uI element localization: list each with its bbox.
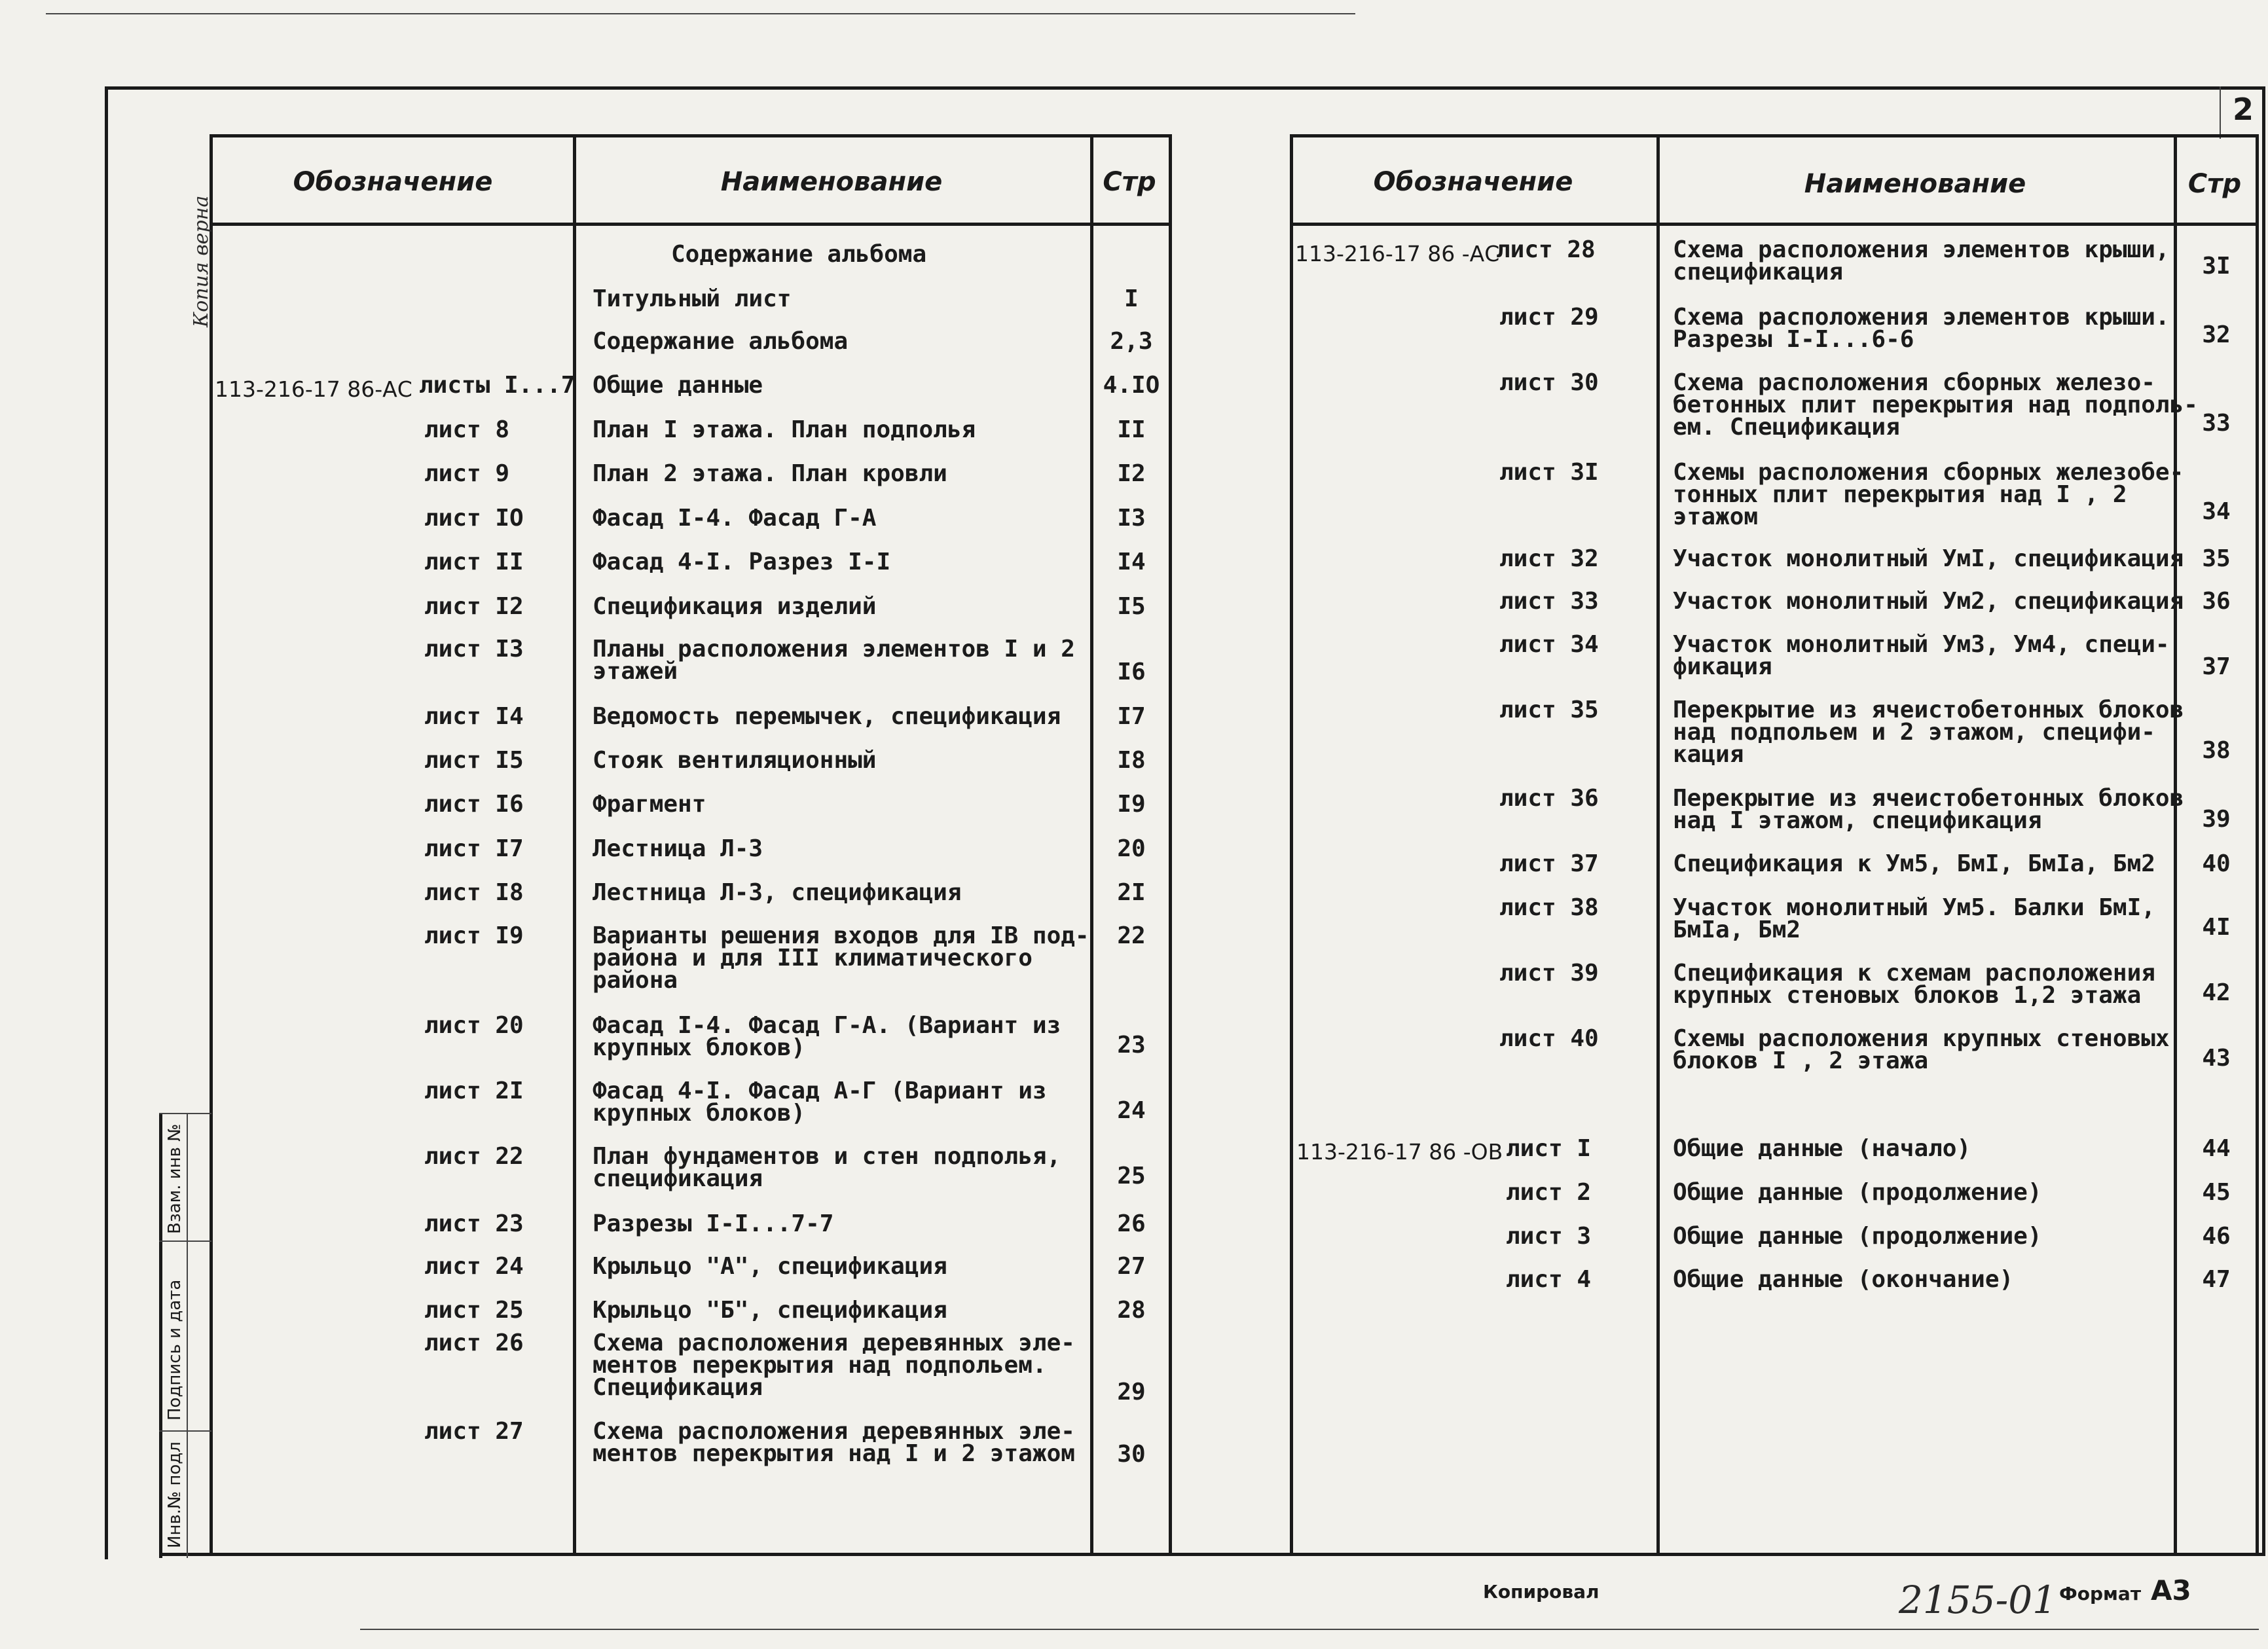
left-row-code: лист II xyxy=(424,549,524,575)
right-row-page: 47 xyxy=(2202,1266,2231,1293)
left-row-name: Крыльцо "Б", спецификация xyxy=(593,1297,947,1324)
left-row-code: лист 20 xyxy=(424,1012,524,1039)
left-row-name: Фасад I-4. Фасад Г-А xyxy=(593,505,877,532)
right-row-name: Участок монолитный УмI, спецификация xyxy=(1673,545,2184,572)
left-row-name: План фундаментов и стен подполья, спецификация xyxy=(593,1143,1061,1192)
right-row-page: 37 xyxy=(2202,653,2231,680)
left-header-designation: Обозначение xyxy=(293,167,493,197)
left-row-page: I7 xyxy=(1117,703,1146,730)
footer-format-value: А3 xyxy=(2151,1574,2191,1606)
left-row-name: Фрагмент xyxy=(593,791,706,818)
left-row-name: Лестница Л-3 xyxy=(593,835,763,862)
left-row-name: Общие данные xyxy=(593,372,763,399)
left-row-page: I8 xyxy=(1117,747,1146,774)
right-row-code: лист 30 xyxy=(1499,369,1599,396)
left-row-code: лист 2I xyxy=(424,1078,524,1104)
right-row-code: лист 38 xyxy=(1499,894,1599,921)
right-row-page: 44 xyxy=(2202,1135,2231,1162)
right-row-name: Общие данные (начало) xyxy=(1673,1135,1971,1162)
left-row-code: лист 8 xyxy=(424,416,510,443)
right-row-name: Схема расположения сборных железо- бетонных плит перекрытия над подполь- ем. Спецификация xyxy=(1673,369,2198,441)
right-row-name: Общие данные (продолжение) xyxy=(1673,1179,2042,1206)
left-row-page: 22 xyxy=(1117,922,1146,949)
right-row-page: 40 xyxy=(2202,850,2231,877)
footer-handwritten-number: 2155-01 xyxy=(1899,1578,2057,1622)
footer-copied-label: Копировал xyxy=(1483,1581,1600,1603)
right-row-page: 36 xyxy=(2202,588,2231,615)
left-row-name: Лестница Л-3, спецификация xyxy=(593,879,962,906)
right-row-page: 42 xyxy=(2202,979,2231,1006)
right-header-bottom-line xyxy=(1290,223,2259,226)
right-table-border-right xyxy=(2256,134,2259,1555)
frame-left-line xyxy=(105,86,108,1559)
right-header-page: Стр xyxy=(2187,169,2242,199)
left-row-name: Ведомость перемычек, спецификация xyxy=(593,703,1061,730)
left-row-page: 25 xyxy=(1117,1163,1146,1189)
left-row-code: листы I...7 xyxy=(419,372,576,399)
right-row-page: 34 xyxy=(2202,498,2231,525)
left-row-code: лист I7 xyxy=(424,835,524,862)
frame-top-line xyxy=(105,86,2265,90)
right-row-code: лист 39 xyxy=(1499,960,1599,987)
left-row-page: I6 xyxy=(1117,659,1146,685)
right-row-name: Схема расположения элементов крыши, спецификация xyxy=(1673,236,2170,285)
right-row-code: лист 36 xyxy=(1499,785,1599,812)
left-row-page: 4.IO xyxy=(1103,372,1160,399)
right-code-prefix-ov: 113-216-17 86 -ОВ xyxy=(1296,1139,1503,1165)
sheet-number: 2 xyxy=(2233,92,2254,127)
right-row-name: Схемы расположения сборных железобе- тонных плит перекрытия над I , 2 этажом xyxy=(1673,459,2184,530)
right-table-border-left xyxy=(1290,134,1293,1555)
left-row-code: лист I2 xyxy=(424,593,524,620)
stamp-sign-date: Подпись и дата xyxy=(165,1279,185,1421)
right-row-page: 45 xyxy=(2202,1179,2231,1206)
left-row-page: 2I xyxy=(1117,879,1146,906)
right-code-prefix-ac: 113-216-17 86 -АС xyxy=(1295,241,1500,266)
left-row-page: II xyxy=(1117,416,1146,443)
left-section-title: Содержание альбома xyxy=(671,241,927,268)
left-row-page: I4 xyxy=(1117,549,1146,575)
right-row-name: Спецификация к схемам расположения крупных стеновых блоков 1,2 этажа xyxy=(1673,960,2155,1009)
left-row-code: лист 24 xyxy=(424,1253,524,1280)
right-header-name: Наименование xyxy=(1804,169,2026,199)
right-row-name: Перекрытие из ячеистобетонных блоков над подпольем и 2 этажом, специфи- кация xyxy=(1673,697,2184,768)
right-row-page: 38 xyxy=(2202,737,2231,764)
stamp-line-2 xyxy=(159,1430,211,1432)
stamp-inv-orig: Инв.№ подл xyxy=(165,1441,185,1548)
right-row-code: лист 28 xyxy=(1496,236,1596,263)
left-col-divider-1 xyxy=(573,134,576,1555)
left-row-code: лист I5 xyxy=(424,747,524,774)
left-row-code: лист I6 xyxy=(424,791,524,818)
left-code-prefix: 113-216-17 86-АС xyxy=(215,376,412,402)
stamp-vzam-inv: Взам. инв № xyxy=(165,1123,185,1234)
right-row-page: 33 xyxy=(2202,410,2231,437)
left-row-name: Фасад 4-I. Фасад А-Г (Вариант из крупных блоков) xyxy=(593,1078,1047,1127)
left-row-page: 26 xyxy=(1117,1210,1146,1237)
right-row-name: Участок монолитный Ум3, Ум4, специ- фикация xyxy=(1673,631,2170,680)
stamp-copy-verified: Копия верна xyxy=(190,195,213,327)
left-row-code: лист I9 xyxy=(424,922,524,949)
left-row-code: лист 22 xyxy=(424,1143,524,1170)
stamp-line-1 xyxy=(159,1241,211,1242)
right-row-code: лист 34 xyxy=(1499,631,1599,658)
stamp-border-left xyxy=(159,1113,162,1558)
right-row-name: Схемы расположения крупных стеновых блоков I , 2 этажа xyxy=(1673,1025,2170,1074)
left-row-page: 20 xyxy=(1117,835,1146,862)
right-header-top-line xyxy=(1290,134,2259,137)
right-row-page: 3I xyxy=(2202,253,2231,280)
right-row-code: лист 35 xyxy=(1499,697,1599,723)
left-row-code: лист 25 xyxy=(424,1297,524,1324)
left-row-code: лист I4 xyxy=(424,703,524,730)
left-row-code: лист 27 xyxy=(424,1418,524,1445)
right-row-page: 39 xyxy=(2202,806,2231,833)
left-row-name: Варианты решения входов для IВ под- района и для III климатического района xyxy=(593,922,1089,994)
right-row-page: 46 xyxy=(2202,1223,2231,1250)
sheet-number-box-line xyxy=(2220,86,2221,139)
left-row-page: I5 xyxy=(1117,593,1146,620)
left-row-page: I9 xyxy=(1117,791,1146,818)
left-row-page: 23 xyxy=(1117,1032,1146,1059)
left-row-page: 27 xyxy=(1117,1253,1146,1280)
right-row-code: лист 29 xyxy=(1499,304,1599,331)
right-row-name: Участок монолитный Ум2, спецификация xyxy=(1673,588,2184,615)
left-header-name: Наименование xyxy=(720,167,943,197)
right-header-designation: Обозначение xyxy=(1373,167,1573,197)
left-header-top-line xyxy=(210,134,1172,137)
left-row-page: 24 xyxy=(1117,1097,1146,1124)
right-row-name: Общие данные (продолжение) xyxy=(1673,1223,2042,1250)
left-row-name: Планы расположения элементов I и 2 этажей xyxy=(593,636,1075,685)
right-col-divider-2 xyxy=(2174,134,2177,1555)
left-header-bottom-line xyxy=(210,223,1172,226)
left-row-code: лист I3 xyxy=(424,636,524,662)
frame-right-line xyxy=(2262,86,2265,1556)
right-row-code: лист 33 xyxy=(1499,588,1599,615)
left-row-code: лист 23 xyxy=(424,1210,524,1237)
left-row-name: Разрезы I-I...7-7 xyxy=(593,1210,834,1237)
footer-baseline xyxy=(360,1629,2259,1630)
left-row-name: Спецификация изделий xyxy=(593,593,877,620)
right-row-name: Спецификация к Ум5, БмI, БмIа, Бм2 xyxy=(1673,850,2155,877)
frame-top-scan-line xyxy=(46,13,1355,14)
left-row-name: Содержание альбома xyxy=(593,328,849,355)
stamp-divider xyxy=(187,1113,188,1558)
right-row-code: лист 2 xyxy=(1506,1179,1592,1206)
left-row-page: I xyxy=(1124,285,1139,312)
left-row-name: Схема расположения деревянных эле- ментов перекрытия над подпольем. Спецификация xyxy=(593,1330,1075,1401)
left-header-page: Стр xyxy=(1103,167,1156,197)
left-row-code: лист 9 xyxy=(424,460,510,487)
right-row-name: Перекрытие из ячеистобетонных блоков над I этажом, спецификация xyxy=(1673,785,2184,834)
right-row-code: лист 3 xyxy=(1506,1223,1592,1250)
right-row-page: 4I xyxy=(2202,914,2231,941)
left-col-divider-2 xyxy=(1090,134,1093,1555)
left-row-name: Крыльцо "А", спецификация xyxy=(593,1253,947,1280)
left-row-name: План 2 этажа. План кровли xyxy=(593,460,947,487)
left-row-code: лист 26 xyxy=(424,1330,524,1356)
left-row-name: Схема расположения деревянных эле- ментов перекрытия над I и 2 этажом xyxy=(593,1418,1075,1467)
left-row-page: 2,3 xyxy=(1110,328,1153,355)
left-row-name: Фасад 4-I. Разрез I-I xyxy=(593,549,891,575)
right-row-code: лист 32 xyxy=(1499,545,1599,572)
left-row-page: 28 xyxy=(1117,1297,1146,1324)
left-row-code: лист I8 xyxy=(424,879,524,906)
left-row-page: I3 xyxy=(1117,505,1146,532)
left-row-name: План I этажа. План подполья xyxy=(593,416,976,443)
right-row-page: 32 xyxy=(2202,321,2231,348)
right-row-code: лист 3I xyxy=(1499,459,1599,486)
footer-format-label: Формат xyxy=(2059,1583,2142,1604)
left-table-border-left xyxy=(210,134,213,1555)
right-row-code: лист 40 xyxy=(1499,1025,1599,1052)
left-row-page: I2 xyxy=(1117,460,1146,487)
left-row-page: 29 xyxy=(1117,1379,1146,1405)
right-col-divider-1 xyxy=(1656,134,1660,1555)
left-row-code: лист IO xyxy=(424,505,524,532)
frame-bottom-line xyxy=(160,1553,2265,1556)
right-row-name: Общие данные (окончание) xyxy=(1673,1266,2014,1293)
left-row-page: 30 xyxy=(1117,1441,1146,1468)
left-row-name: Фасад I-4. Фасад Г-А. (Вариант из крупных блоков) xyxy=(593,1012,1061,1061)
right-row-page: 43 xyxy=(2202,1045,2231,1072)
left-col-divider-3 xyxy=(1169,134,1172,1555)
stamp-top-line xyxy=(159,1113,211,1114)
right-row-code: лист 37 xyxy=(1499,850,1599,877)
right-row-name: Схема расположения элементов крыши. Разрезы I-I...6-6 xyxy=(1673,304,2170,353)
right-row-code: лист I xyxy=(1506,1135,1592,1162)
right-row-name: Участок монолитный Ум5. Балки БмI, БмIа, Бм2 xyxy=(1673,894,2155,943)
left-row-name: Титульный лист xyxy=(593,285,792,312)
left-row-name: Стояк вентиляционный xyxy=(593,747,877,774)
right-row-page: 35 xyxy=(2202,545,2231,572)
right-row-code: лист 4 xyxy=(1506,1266,1592,1293)
